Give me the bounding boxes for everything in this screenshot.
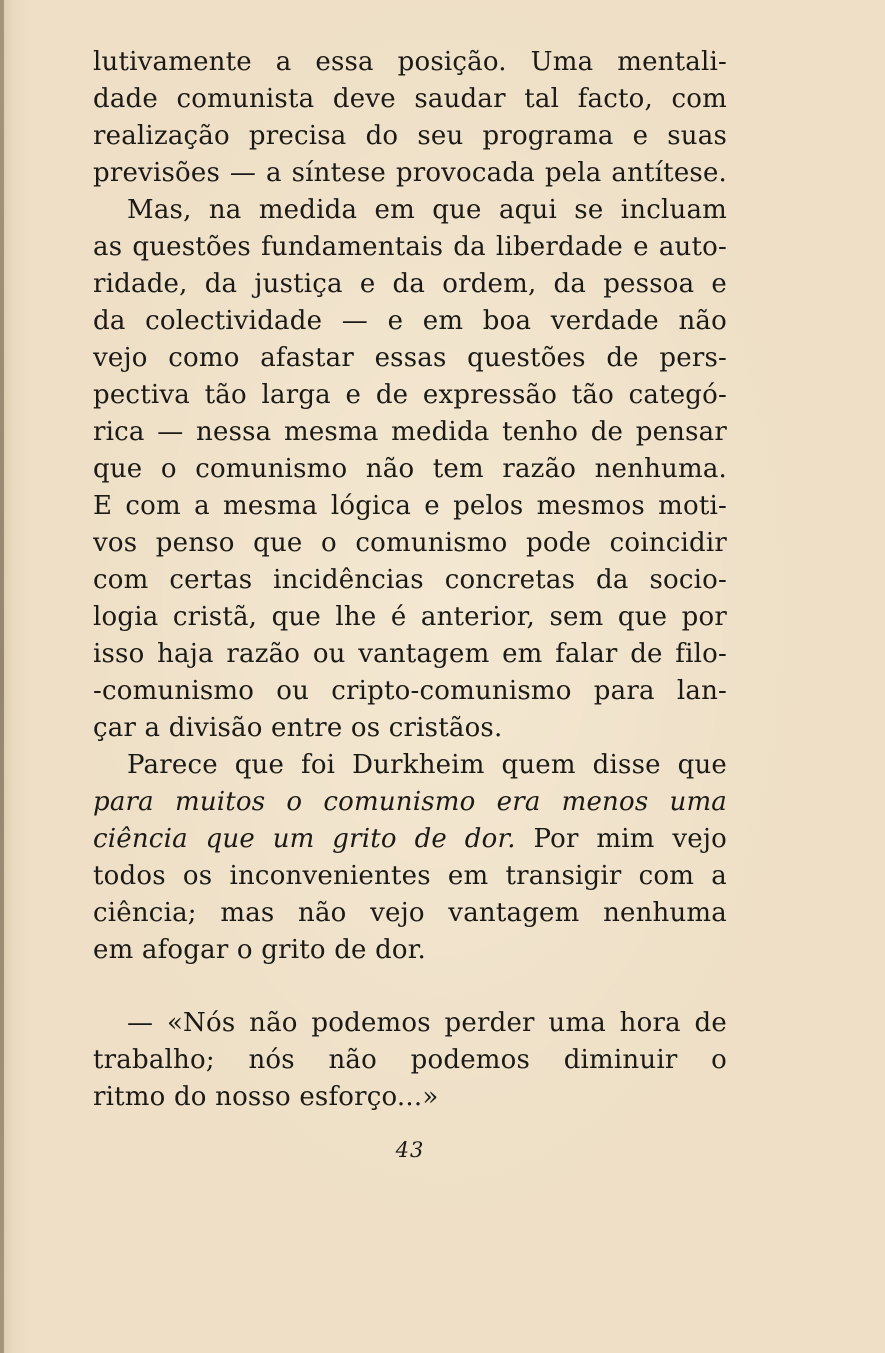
text-line: pectiva tão larga e de expressão tão categó- bbox=[93, 380, 727, 410]
text-line: com certas incidências concretas da socio- bbox=[93, 565, 727, 595]
text-line: E com a mesma lógica e pelos mesmos moti- bbox=[93, 491, 727, 521]
text-line: lutivamente a essa posição. Uma mentali- bbox=[93, 47, 727, 77]
text-line: em afogar o grito de dor. bbox=[93, 935, 427, 965]
text-line: vejo como afastar essas questões de pers- bbox=[93, 343, 727, 373]
text-line: çar a divisão entre os cristãos. bbox=[93, 713, 503, 743]
page-number: 43 bbox=[395, 1138, 425, 1162]
text-line: ciência; mas não vejo vantagem nenhuma bbox=[93, 898, 727, 928]
text-line: Mas, na medida em que aqui se incluam bbox=[127, 195, 727, 225]
text-line: ridade, da justiça e da ordem, da pessoa e bbox=[93, 269, 727, 299]
text-line-mixed bbox=[93, 821, 727, 858]
text-line: rica — nessa mesma medida tenho de pensar bbox=[93, 417, 727, 447]
text-line: — «Nós não podemos perder uma hora de bbox=[127, 1008, 727, 1038]
text-line: isso haja razão ou vantagem em falar de filo- bbox=[93, 639, 727, 669]
body-text bbox=[93, 44, 727, 1116]
text-line: logia cristã, que lhe é anterior, sem que por bbox=[93, 602, 727, 632]
text-fragment: Por mim vejo bbox=[515, 824, 727, 854]
text-line: Parece que foi Durkheim quem disse que bbox=[127, 750, 727, 780]
quote-line-italic: ciência que um grito de dor. bbox=[93, 824, 516, 854]
text-line: que o comunismo não tem razão nenhuma. bbox=[93, 454, 727, 484]
text-line: todos os inconvenientes em transigir com a bbox=[93, 861, 727, 891]
text-line: vos penso que o comunismo pode coincidir bbox=[93, 528, 727, 558]
text-line: -comunismo ou cripto-comunismo para lan- bbox=[93, 676, 727, 706]
text-line: realização precisa do seu programa e suas bbox=[93, 121, 727, 151]
quote-line-italic: para muitos o comunismo era menos uma bbox=[93, 787, 727, 817]
paragraph-gap bbox=[93, 969, 727, 1005]
text-line: dade comunista deve saudar tal facto, com bbox=[93, 84, 727, 114]
text-line: previsões — a síntese provocada pela antítese. bbox=[93, 158, 727, 188]
text-line: ritmo do nosso esforço...» bbox=[93, 1082, 439, 1112]
text-line: as questões fundamentais da liberdade e auto- bbox=[93, 232, 727, 262]
text-line: da colectividade — e em boa verdade não bbox=[93, 306, 727, 336]
text-line: trabalho; nós não podemos diminuir o bbox=[93, 1045, 727, 1075]
page-spine-edge bbox=[0, 0, 4, 1353]
